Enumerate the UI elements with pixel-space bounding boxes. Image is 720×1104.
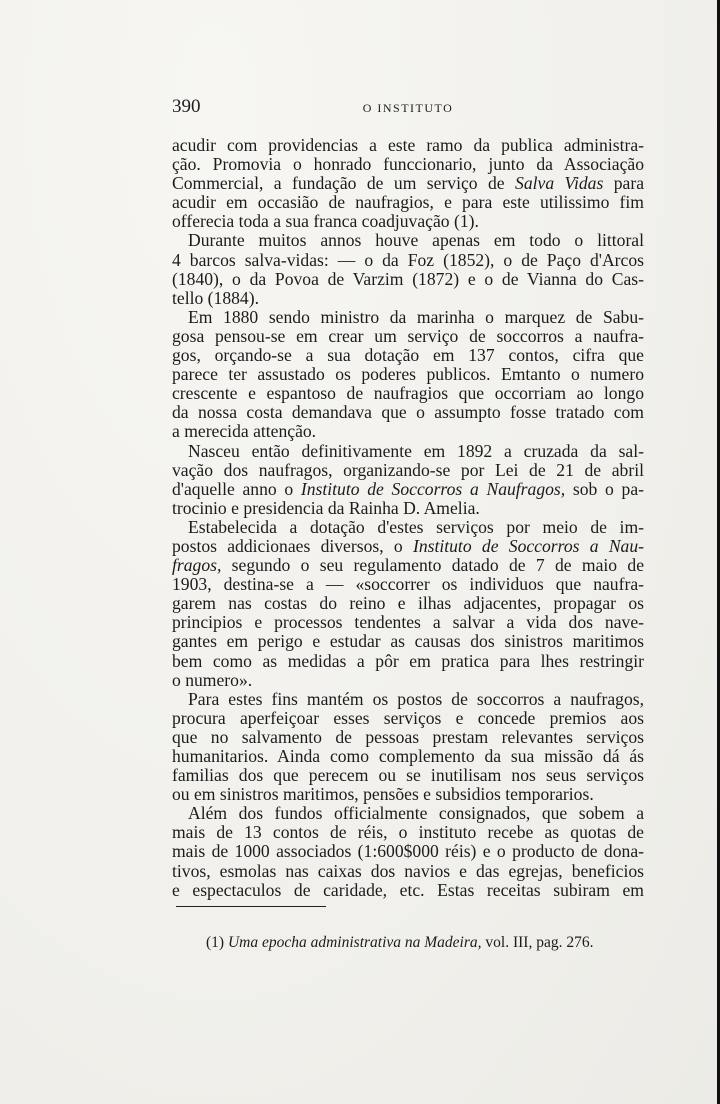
text-line: o numero».: [172, 669, 253, 690]
text-line: garem nas costas do reino e ilhas adjacentes, propagar os: [172, 593, 644, 614]
text-line: procura aperfeiçoar esses serviços e concede premios aos: [172, 707, 644, 728]
text-line: mais de 1000 associados (1:600$000 réis) e o producto de dona-: [172, 841, 644, 862]
text-line: ção. Promovia o honrado funccionario, junto da Associação: [172, 154, 644, 175]
text-line: da nossa costa demandava que o assumpto fosse tratado com: [172, 402, 644, 423]
text-line: acudir com providencias a este ramo da publica administra-: [172, 135, 644, 155]
text-line: tivos, esmolas nas caixas dos navios e das egrejas, beneficios: [172, 860, 644, 881]
text-line: a merecida attenção.: [172, 421, 317, 442]
text-line: d'aquelle anno o Instituto de Soccorros a Naufragos, sob o pa-: [172, 478, 644, 499]
footnote-marker: (1): [206, 934, 225, 951]
text-line: familias dos que perecem ou se inutilisam nos seus serviços: [172, 765, 644, 786]
text-line: trocinio e presidencia da Rainha D. Amelia.: [172, 497, 480, 518]
text-line: gosa pensou-se em crear um serviço de soccorros a naufra-: [172, 325, 644, 346]
text-line: que no salvamento de pessoas prestam relevantes serviços: [172, 726, 644, 747]
text-line: (1840), o da Povoa de Varzim (1872) e o de Vianna do Cas-: [172, 268, 644, 289]
text-line: Nasceu então definitivamente em 1892 a cruzada da sal-: [188, 440, 644, 461]
text-line: crescente e espantoso de naufragios que occorriam ao longo: [172, 383, 644, 404]
text-line: Para estes fins mantém os postos de soccorros a naufragos,: [188, 688, 644, 709]
text-line: ou em sinistros maritimos, pensões e subsidios temporarios.: [172, 784, 594, 805]
footnote-title: Uma epocha administrativa na Madeira,: [227, 934, 482, 951]
running-title: O INSTITUTO: [362, 101, 454, 115]
body-text: [172, 136, 644, 900]
footnote-citation: vol. III, pag. 276.: [485, 934, 594, 951]
text-line: gantes em perigo e estudar as causas dos sinistros maritimos: [172, 631, 644, 652]
text-line: vação dos naufragos, organizando-se por Lei de 21 de abril: [172, 459, 644, 480]
text-line: 4 barcos salva-vidas: — o da Foz (1852), o de Paço d'Arcos: [172, 249, 644, 270]
text-line: parece ter assustado os poderes publicos. Emtanto o numero: [172, 364, 644, 385]
text-line: e espectaculos de caridade, etc. Estas receitas subiram em: [172, 879, 644, 900]
page-header: [172, 96, 644, 120]
footnote: [206, 934, 646, 952]
text-line: Estabelecida a dotação d'estes serviços por meio de im-: [188, 516, 644, 537]
text-line: gos, orçando-se a sua dotação em 137 contos, cifra que: [172, 345, 644, 366]
text-line: 1903, destina-se a — «soccorrer os individuos que naufra-: [172, 574, 644, 595]
text-line: fragos, segundo o seu regulamento datado de 7 de maio de: [172, 555, 644, 576]
text-line: Em 1880 sendo ministro da marinha o marquez de Sabu-: [188, 306, 644, 327]
page-number: 390: [172, 96, 201, 117]
text-line: Além dos fundos officialmente consignados, que sobem a: [188, 803, 644, 824]
text-line: acudir em occasião de naufragios, e para este utilissimo fim: [172, 192, 644, 213]
text-line: Durante muitos annos houve apenas em todo o littoral: [188, 230, 644, 251]
text-line: principios e processos tendentes a salvar a vida dos nave-: [172, 612, 644, 633]
text-line: tello (1884).: [172, 287, 259, 308]
text-line: postos addicionaes diversos, o Instituto de Soccorros a Nau-: [172, 535, 645, 556]
text-line: mais de 13 contos de réis, o instituto recebe as quotas de: [172, 822, 644, 843]
text-line: humanitarios. Ainda como complemento da sua missão dá ás: [172, 746, 644, 766]
text-line: Commercial, a fundação de um serviço de Salva Vidas para: [172, 173, 644, 194]
text-line: offerecia toda a sua franca coadjuvação (1).: [172, 211, 479, 232]
text-line: bem como as medidas a pôr em pratica para lhes restringir: [172, 650, 644, 671]
footnote-divider: [176, 906, 326, 907]
